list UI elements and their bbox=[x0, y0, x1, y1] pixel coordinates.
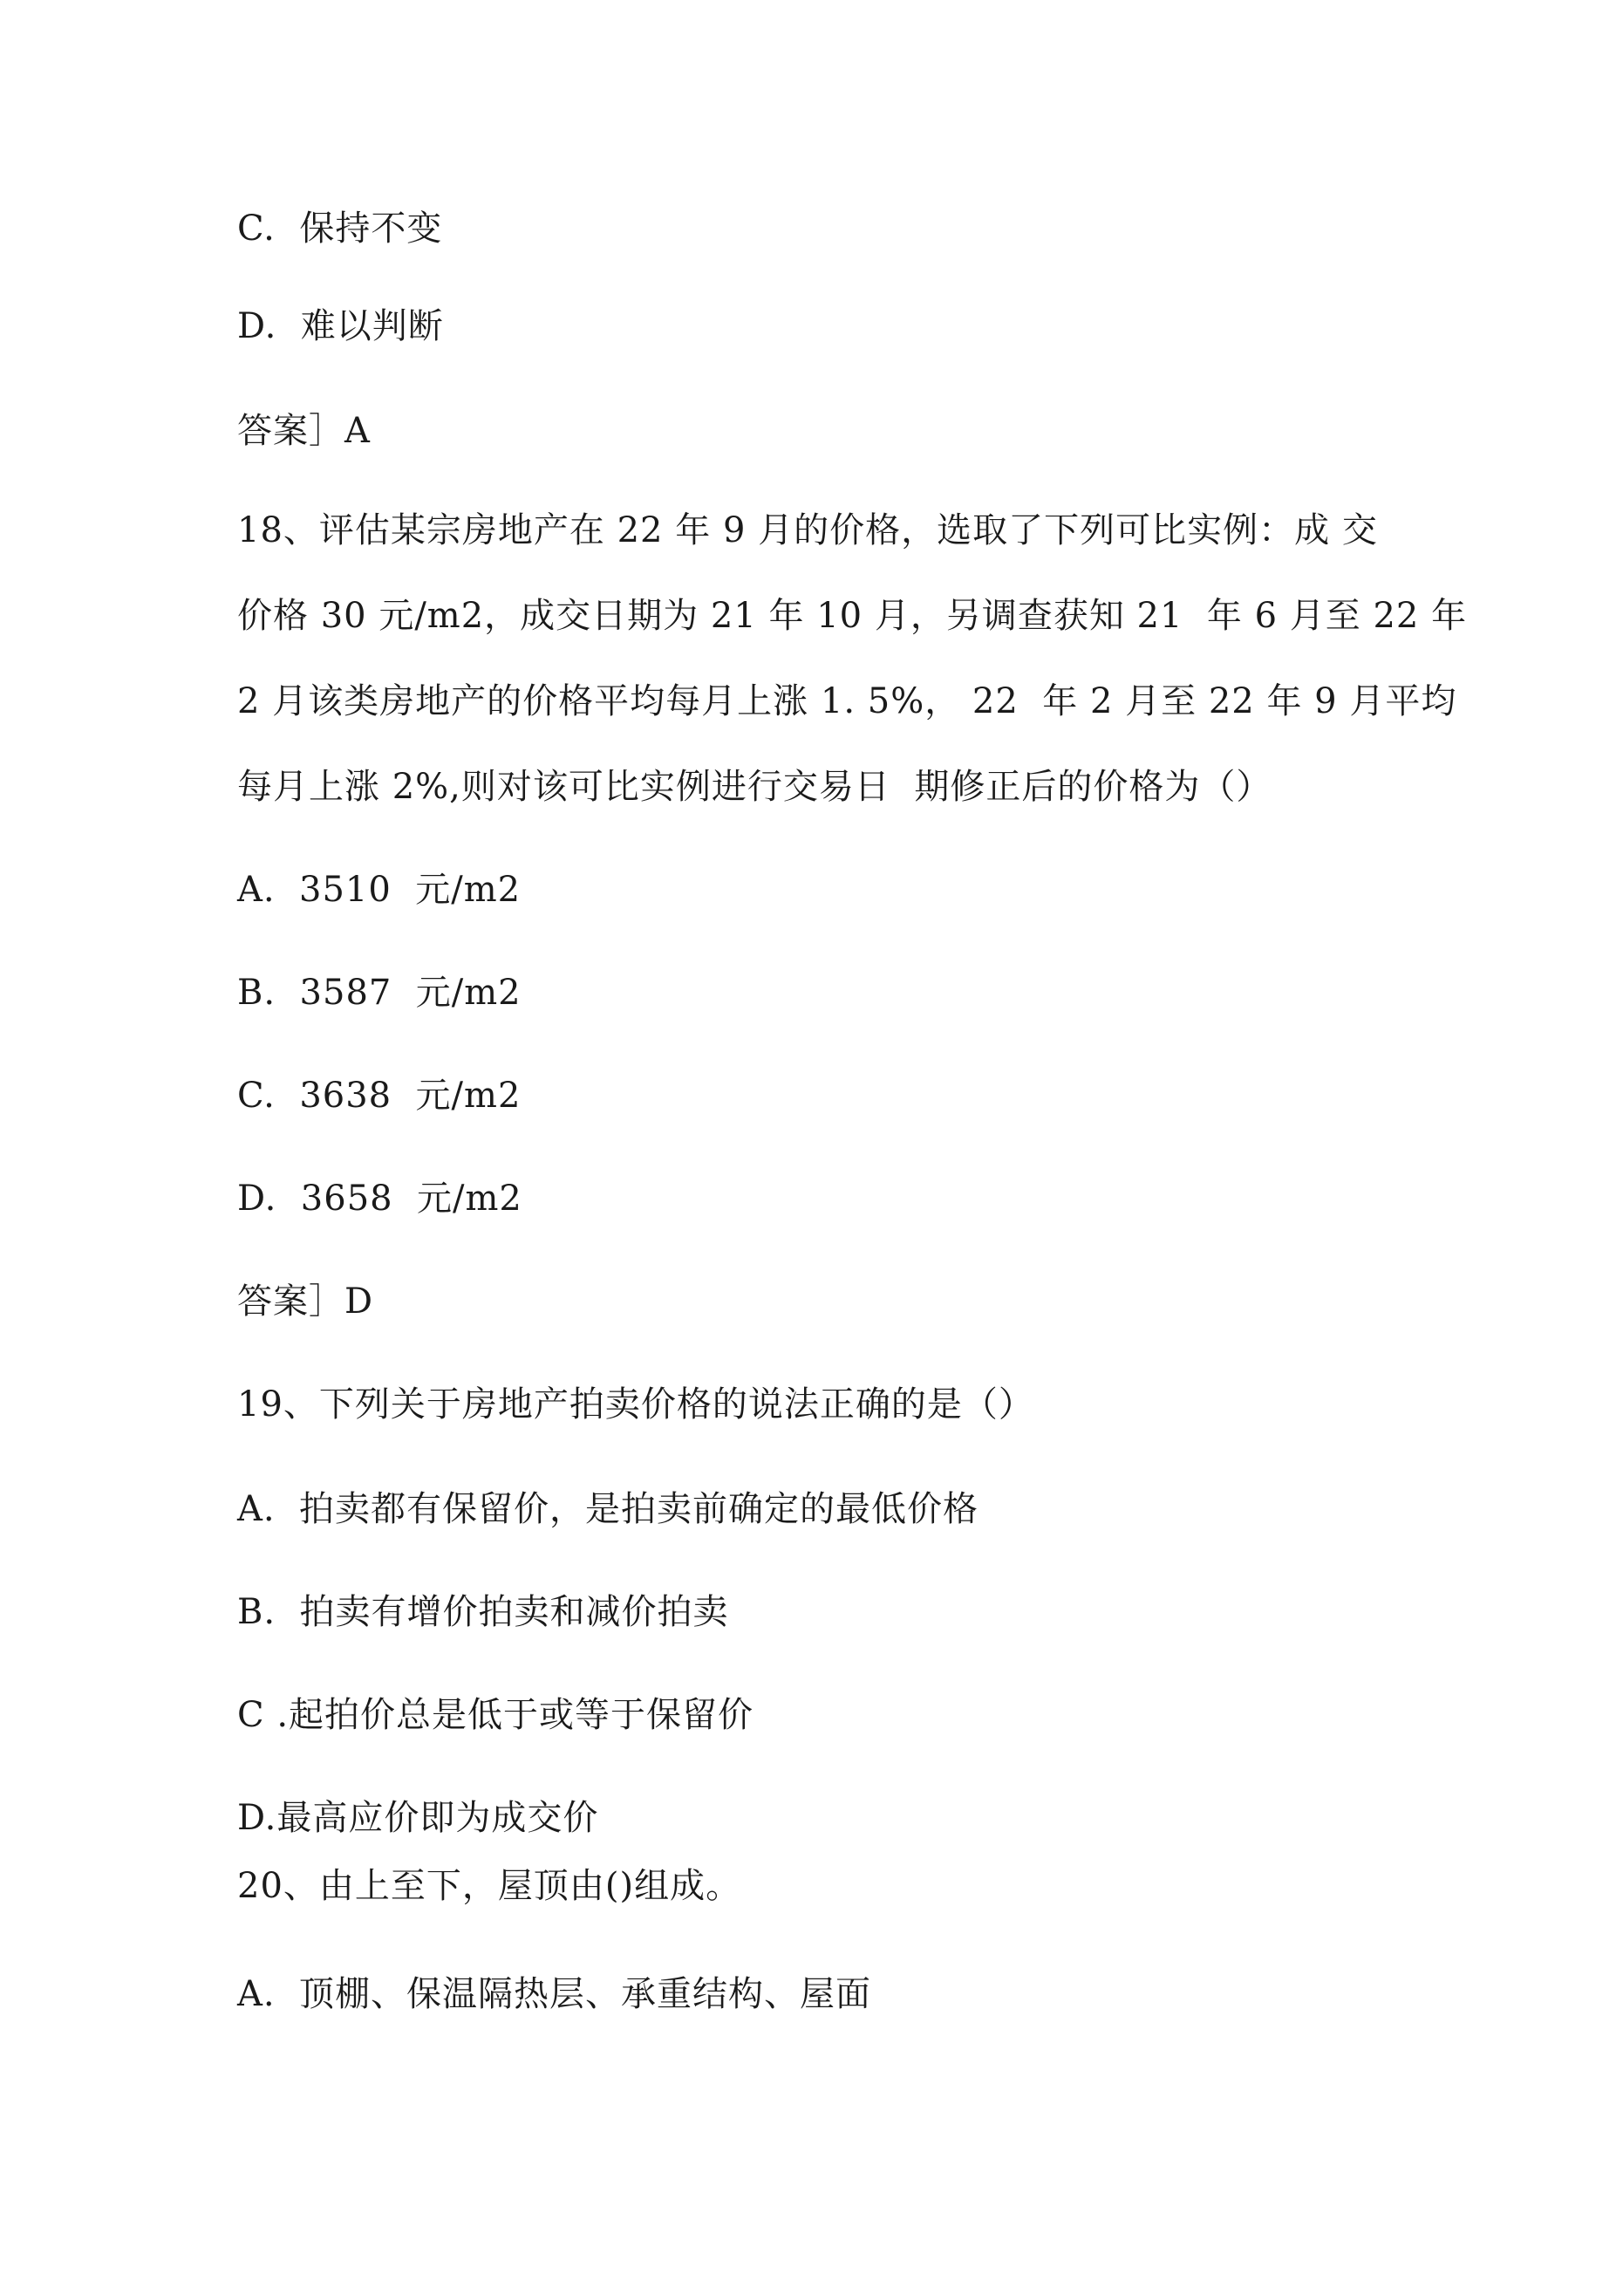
question-18-line-4: 每月上涨 2%,则对该可比实例进行交易日 期修正后的价格为（） bbox=[237, 767, 1272, 807]
answer-line: 答案］D bbox=[237, 1281, 374, 1322]
option-c-line: C. 3638 元/m2 bbox=[237, 1076, 522, 1116]
option-b-line: B. 拍卖有增价拍卖和减价拍卖 bbox=[237, 1592, 729, 1632]
option-d-line: D.最高应价即为成交价 bbox=[237, 1798, 599, 1838]
option-d-line: D. 3658 元/m2 bbox=[237, 1179, 522, 1219]
option-a-line: A. 拍卖都有保留价，是拍卖前确定的最低价格 bbox=[237, 1489, 979, 1529]
question-18-line-1: 18、评估某宗房地产在 22 年 9 月的价格，选取了下列可比实例：成 交 bbox=[237, 510, 1378, 550]
question-20-line: 20、由上至下，屋顶由()组成。 bbox=[237, 1866, 742, 1906]
option-a-line: A. 3510 元/m2 bbox=[237, 870, 522, 910]
option-d-line: D. 难以判断 bbox=[237, 306, 444, 346]
question-19-line: 19、下列关于房地产拍卖价格的说法正确的是（） bbox=[237, 1384, 1034, 1425]
option-a-line: A. 顶棚、保温隔热层、承重结构、屋面 bbox=[237, 1974, 872, 2014]
answer-line: 答案］A bbox=[237, 411, 371, 451]
option-c-line: C .起拍价总是低于或等于保留价 bbox=[237, 1695, 754, 1735]
question-18-line-3: 2 月该类房地产的价格平均每月上涨 1. 5%， 22 年 2 月至 22 年 9 月平均 bbox=[237, 681, 1457, 721]
option-c-line: C. 保持不变 bbox=[237, 208, 443, 249]
option-b-line: B. 3587 元/m2 bbox=[237, 973, 522, 1013]
question-18-line-2: 价格 30 元/m2，成交日期为 21 年 10 月，另调查获知 21 年 6 月至 22 年 bbox=[237, 596, 1468, 636]
